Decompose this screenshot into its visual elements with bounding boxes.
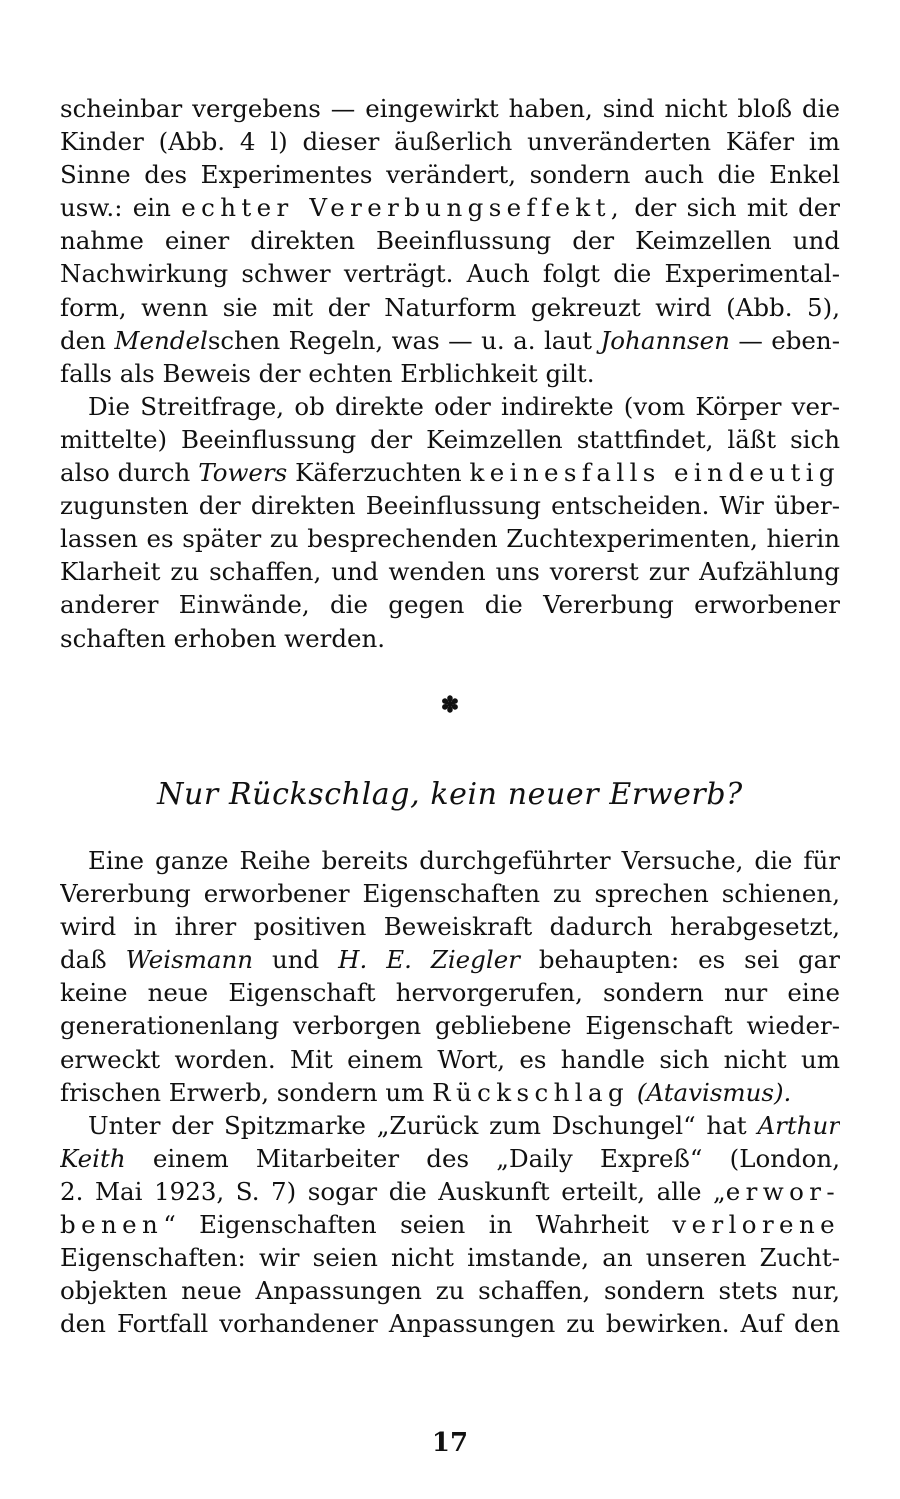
italic-name: Mendel xyxy=(114,325,208,355)
text-run: behaupten: es sei gar xyxy=(538,945,840,975)
text-line: Nachwirkung schwer verträgt. Auch folgt die Experimental- xyxy=(60,259,840,289)
text-line xyxy=(60,1142,840,1175)
text-run: also durch xyxy=(60,458,191,488)
paragraph-block-bottom xyxy=(60,844,840,1340)
spaced-emphasis: echter Vererbungseffekt, xyxy=(181,193,624,223)
spaced-emphasis: keinesfalls eindeutig xyxy=(469,458,840,488)
text-line: falls als Beweis der echten Erblichkeit gilt. xyxy=(60,358,595,388)
text-line: generationenlang verborgen gebliebene Eigenschaft wieder- xyxy=(60,1011,840,1041)
text-line: schaften erhoben werden. xyxy=(60,623,386,653)
text-line: erweckt worden. Mit einem Wort, es handle sich nicht um xyxy=(60,1044,840,1074)
text-line: Die Streitfrage, ob direkte oder indirekte (vom Körper ver- xyxy=(88,391,840,421)
italic-name: Keith xyxy=(60,1143,126,1173)
text-run: 2. Mai 1923, S. 7) sogar die Auskunft erteilt, alle „ xyxy=(60,1176,726,1206)
paragraph-block-top xyxy=(60,92,840,655)
text-line: wird in ihrer positiven Beweiskraft dadurch herabgesetzt, xyxy=(60,912,840,942)
text-line: mittelte) Beeinflussung der Keimzellen stattfindet, läßt sich xyxy=(60,424,840,454)
text-line xyxy=(60,191,840,224)
text-line: lassen es später zu besprechenden Zuchtexperimenten, hierin xyxy=(60,524,840,554)
text-run: frischen Erwerb, sondern um xyxy=(60,1077,425,1107)
text-line xyxy=(60,1208,840,1241)
text-line: zugunsten der direkten Beeinflussung entscheiden. Wir über- xyxy=(60,491,840,521)
spaced-emphasis: verlorene xyxy=(672,1210,840,1240)
text-run: einem Mitarbeiter des „Daily Expreß“ (London, xyxy=(152,1143,840,1173)
text-line xyxy=(60,1109,840,1142)
text-line: objekten neue Anpassungen zu schaffen, sondern stets nur, xyxy=(60,1276,840,1306)
text-run: — eben- xyxy=(738,325,840,355)
italic-name: Weismann xyxy=(125,945,254,975)
text-line: nahme einer direkten Beeinflussung der Keimzellen und xyxy=(60,226,840,256)
text-run: usw.: ein xyxy=(60,193,171,223)
italic-name: H. E. Ziegler xyxy=(338,945,520,975)
text-line: form, wenn sie mit der Naturform gekreuzt wird (Abb. 5), xyxy=(60,292,840,322)
spaced-emphasis: Rückschlag xyxy=(432,1077,630,1107)
section-heading: Nur Rückschlag, kein neuer Erwerb? xyxy=(157,777,743,812)
italic-name: Towers xyxy=(198,458,288,488)
text-line: keine neue Eigenschaft hervorgerufen, sondern nur eine xyxy=(60,978,840,1008)
text-line: den Fortfall vorhandener Anpassungen zu bewirken. Auf den xyxy=(60,1309,840,1339)
text-run: “ Eigenschaften seien in Wahrheit xyxy=(163,1210,649,1240)
text-run: den xyxy=(60,325,106,355)
text-line: Klarheit zu schaffen, und wenden uns vorerst zur Aufzählung xyxy=(60,557,840,587)
text-line: Sinne des Experimentes verändert, sondern auch die Enkel xyxy=(60,160,840,190)
text-line: Vererbung erworbener Eigenschaften zu sprechen schienen, xyxy=(60,879,840,909)
text-line xyxy=(60,324,840,357)
text-line: Eigenschaften: wir seien nicht imstande, an unseren Zucht- xyxy=(60,1243,840,1273)
text-run: schen Regeln, was — u. a. laut xyxy=(207,325,593,355)
page-number: 17 xyxy=(431,1428,469,1458)
text-line xyxy=(60,1076,840,1109)
text-line: anderer Einwände, die gegen die Vererbung erworbener xyxy=(60,590,840,620)
text-run: Käferzuchten xyxy=(295,458,462,488)
text-run: Unter der Spitzmarke „Zurück zum Dschungel“ hat xyxy=(88,1110,747,1140)
text-line xyxy=(60,943,840,976)
text-run: daß xyxy=(60,945,107,975)
text-line xyxy=(60,1175,840,1208)
text-run: der sich mit der xyxy=(634,193,840,223)
spaced-emphasis: erwor- xyxy=(725,1176,840,1206)
text-line: scheinbar vergebens — eingewirkt haben, sind nicht bloß die xyxy=(60,94,840,123)
italic-name: Johannsen xyxy=(600,325,730,355)
italic-name: Arthur xyxy=(757,1110,840,1140)
text-line: Kinder (Abb. 4 l) dieser äußerlich unveränderten Käfer im xyxy=(60,127,840,157)
text-line: Eine ganze Reihe bereits durchgeführter Versuche, die für xyxy=(88,846,840,875)
section-ornament: ✽ xyxy=(440,692,460,718)
text-line xyxy=(60,456,840,489)
text-run: und xyxy=(272,945,320,975)
spaced-emphasis: benen xyxy=(60,1210,164,1240)
italic-term: (Atavismus). xyxy=(636,1077,792,1107)
